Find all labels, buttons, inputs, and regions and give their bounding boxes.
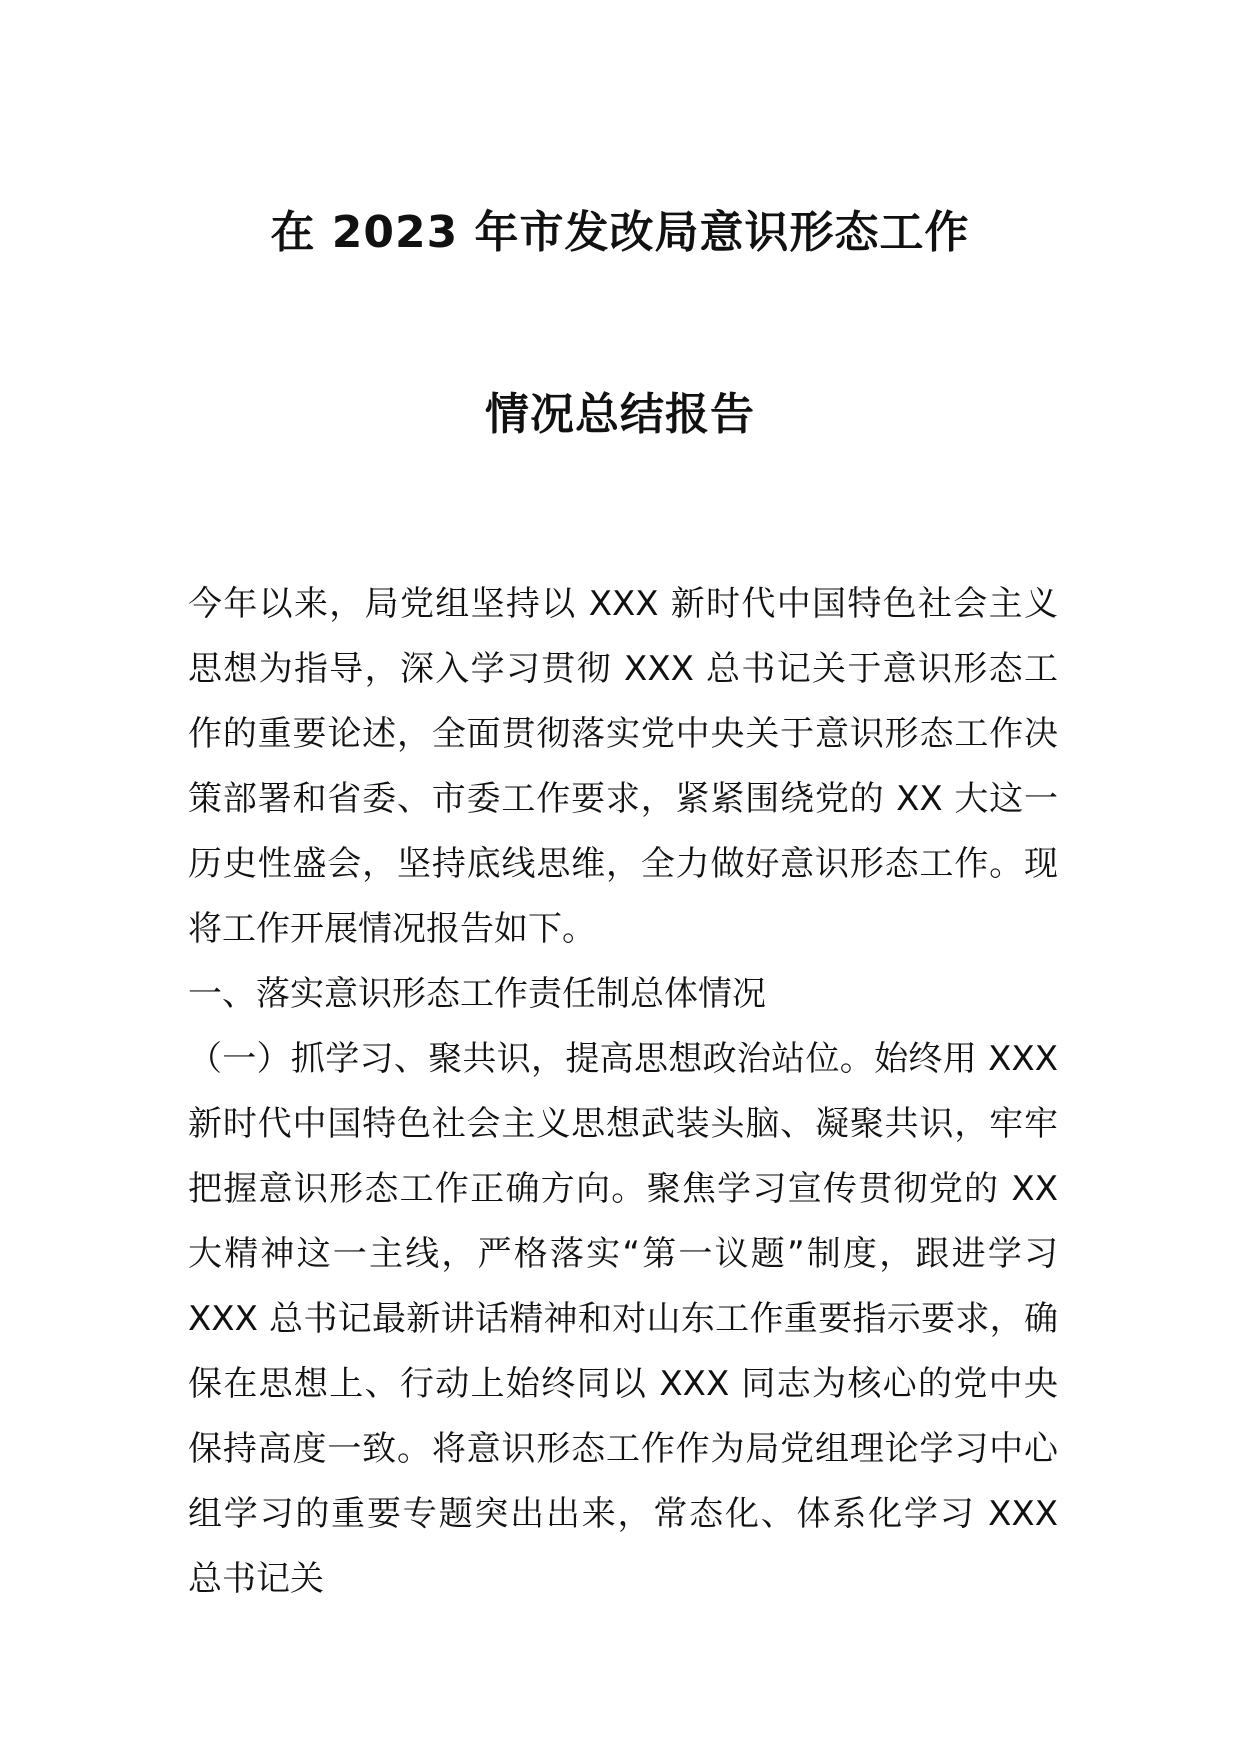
document-title-line-1: 在 2023 年市发改局意识形态工作 <box>270 207 970 258</box>
document-body <box>188 572 1058 1612</box>
document-title-line-2: 情况总结报告 <box>485 389 755 440</box>
section-heading-1: 一、落实意识形态工作责任制总体情况 <box>188 974 766 1014</box>
subsection-paragraph-1: （一）抓学习、聚共识，提高思想政治站位。始终用 XXX 新时代中国特色社会主义思想武装头脑、凝聚共识，牢牢把握意识形态工作正确方向。聚焦学习宣传贯彻党的 XX 大精神这一主线，严格落实“第一议题”制度，跟进学习 XXX 总书记最新讲话精神和对山东工作重要指示要求，确保在思想上、行动上始终同以 XXX 同志为核心的党中央保持高度一致。将意识形态工作作为局党组理论学习中心组学习的重要专题突出出来，常态化、体系化学习 XXX 总书记关 <box>188 1039 1058 1599</box>
intro-paragraph: 今年以来，局党组坚持以 XXX 新时代中国特色社会主义思想为指导，深入学习贯彻 XXX 总书记关于意识形态工作的重要论述，全面贯彻落实党中央关于意识形态工作决策部署和省委、市委工作要求，紧紧围绕党的 XX 大这一历史性盛会，坚持底线思维，全力做好意识形态工作。现将工作开展情况报告如下。 <box>188 584 1058 949</box>
